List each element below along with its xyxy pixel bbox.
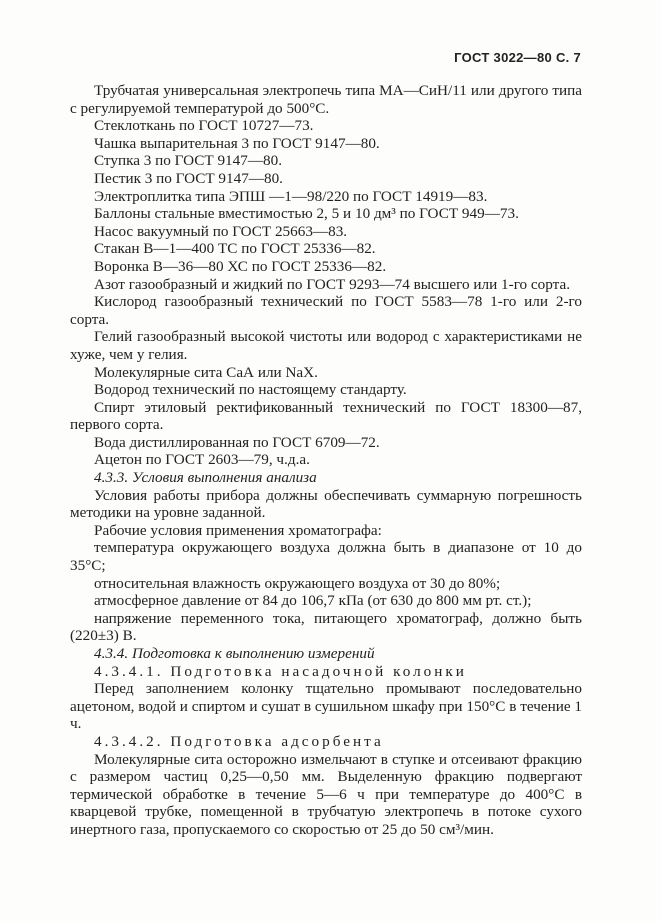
paragraph: Стеклоткань по ГОСТ 10727—73. — [94, 117, 314, 135]
paragraph: Водород технический по настоящему стандарту. — [94, 381, 407, 399]
paragraph: Ступка 3 по ГОСТ 9147—80. — [94, 152, 282, 170]
paragraph: Насос вакуумный по ГОСТ 25663—83. — [94, 222, 348, 240]
paragraph: атмосферное давление от 84 до 106,7 кПа (от 630 до 800 мм рт. ст.); — [94, 592, 532, 610]
paragraph: температура окружающего воздуха должна быть в диапазоне от 10 до 35°С; — [70, 539, 582, 575]
paragraph: Вода дистиллированная по ГОСТ 6709—72. — [94, 433, 380, 451]
paragraph: Трубчатая универсальная электропечь типа МА—СиН/11 или другого типа с регулируемой температурой до 500°С. — [70, 82, 582, 117]
paragraph: 4.3.4.2. Подготовка адсорбента — [94, 732, 384, 750]
paragraph: Баллоны стальные вместимостью 2, 5 и 10 дм³ по ГОСТ 949—73. — [94, 205, 519, 223]
paragraph: Азот газообразный и жидкий по ГОСТ 9293—74 высшего или 1-го сорта. — [94, 275, 571, 293]
paragraph: Молекулярные сита СаА или NaX. — [94, 363, 318, 381]
paragraph: Ацетон по ГОСТ 2603—79, ч.д.а. — [94, 451, 310, 469]
paragraph: Рабочие условия применения хроматографа: — [94, 521, 382, 539]
paragraph: 4.3.4. Подготовка к выполнению измерений — [94, 645, 375, 662]
paragraph: Молекулярные сита осторожно измельчают в ступке и отсеивают фракцию с размером частиц 0,25—0,50 мм. Выделенную фракцию подвергают термической обработке в течение 5—6 ч при температуре до 400°С в кварцевой трубке, помещенной в трубчатую электропечь в потоке сухого инертного газа, пропускаемого со скоростью от 25 до 50 см³/мин. — [70, 750, 582, 838]
paragraph: напряжение переменного тока, питающего хроматограф, должно быть (220±3) В. — [70, 609, 582, 645]
paragraph: Перед заполнением колонку тщательно промывают последовательно ацетоном, водой и спиртом и сушат в сушильном шкафу при 150°С в течение 1 ч. — [70, 680, 582, 733]
paragraph: Спирт этиловый ректификованный технический по ГОСТ 18300—87, первого сорта. — [70, 398, 582, 434]
paragraph: Воронка В—36—80 ХС по ГОСТ 25336—82. — [94, 257, 387, 275]
paragraph: Кислород газообразный технический по ГОСТ 5583—78 1-го или 2-го сорта. — [70, 293, 582, 328]
paragraph: 4.3.4.1. Подготовка насадочной колонки — [94, 662, 467, 680]
paragraph: Чашка выпарительная 3 по ГОСТ 9147—80. — [94, 134, 380, 152]
document-body — [70, 82, 582, 839]
paragraph: 4.3.3. Условия выполнения анализа — [94, 469, 317, 487]
paragraph: Условия работы прибора должны обеспечивать суммарную погрешность методики на уровне заданной. — [70, 486, 582, 522]
paragraph: относительная влажность окружающего воздуха от 30 до 80%; — [94, 574, 501, 592]
paragraph: Гелий газообразный высокой чистоты или водород с характеристиками не хуже, чем у гелия. — [70, 328, 582, 363]
paragraph: Электроплитка типа ЭПШ —1—98/220 по ГОСТ 14919—83. — [94, 187, 488, 205]
paragraph: Пестик 3 по ГОСТ 9147—80. — [94, 169, 283, 187]
page-header: ГОСТ 3022—80 С. 7 — [454, 50, 581, 65]
paragraph: Стакан В—1—400 ТС по ГОСТ 25336—82. — [94, 240, 376, 258]
